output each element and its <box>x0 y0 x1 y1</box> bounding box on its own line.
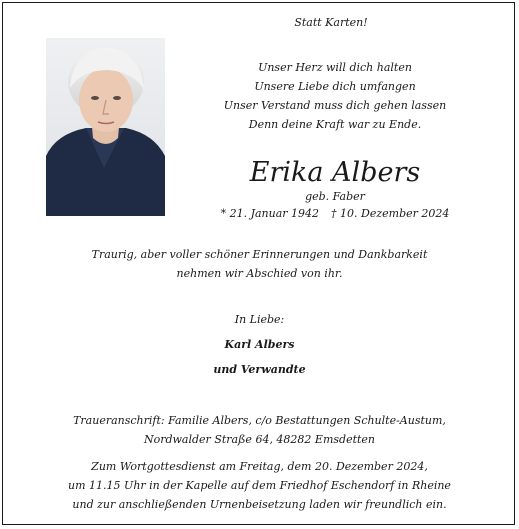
life-dates <box>190 207 480 220</box>
address-line: Traueranschrift: Familie Albers, c/o Bestattungen Schulte-Austum, <box>73 414 446 427</box>
verse-line: Denn deine Kraft war zu Ende. <box>248 118 422 131</box>
mourning-text <box>20 245 499 283</box>
statt-karten-heading: Statt Karten! <box>294 16 368 29</box>
address-line: Nordwalder Straße 64, 48282 Emsdetten <box>143 433 376 446</box>
service-line: und zur anschließenden Urnenbeisetzung laden wir freundlich ein. <box>72 498 447 511</box>
verse-line: Unser Herz will dich halten <box>258 61 412 74</box>
signer-name: Karl Albers <box>224 338 295 351</box>
verse-line: Unsere Liebe dich umfangen <box>254 80 416 93</box>
birth-date: * 21. Januar 1942 <box>220 207 320 220</box>
mourning-address <box>20 411 499 449</box>
birth-name: geb. Faber <box>305 190 365 203</box>
signer-relatives: und Verwandte <box>213 363 306 376</box>
memorial-verse <box>190 58 480 134</box>
mourning-line: nehmen wir Abschied von ihr. <box>176 267 343 280</box>
service-line: Zum Wortgottesdienst am Freitag, dem 20. Dezember 2024, <box>91 460 428 473</box>
verse-line: Unser Verstand muss dich gehen lassen <box>223 99 447 112</box>
death-date: † 10. Dezember 2024 <box>331 207 450 220</box>
signature-intro: In Liebe: <box>234 313 285 326</box>
deceased-name: Erika Albers <box>249 157 421 188</box>
mourning-line: Traurig, aber voller schöner Erinnerungen und Dankbarkeit <box>91 248 428 261</box>
portrait-photo <box>46 38 165 216</box>
service-line: um 11.15 Uhr in der Kapelle auf dem Friedhof Eschendorf in Rheine <box>68 479 451 492</box>
service-announcement <box>20 457 499 514</box>
